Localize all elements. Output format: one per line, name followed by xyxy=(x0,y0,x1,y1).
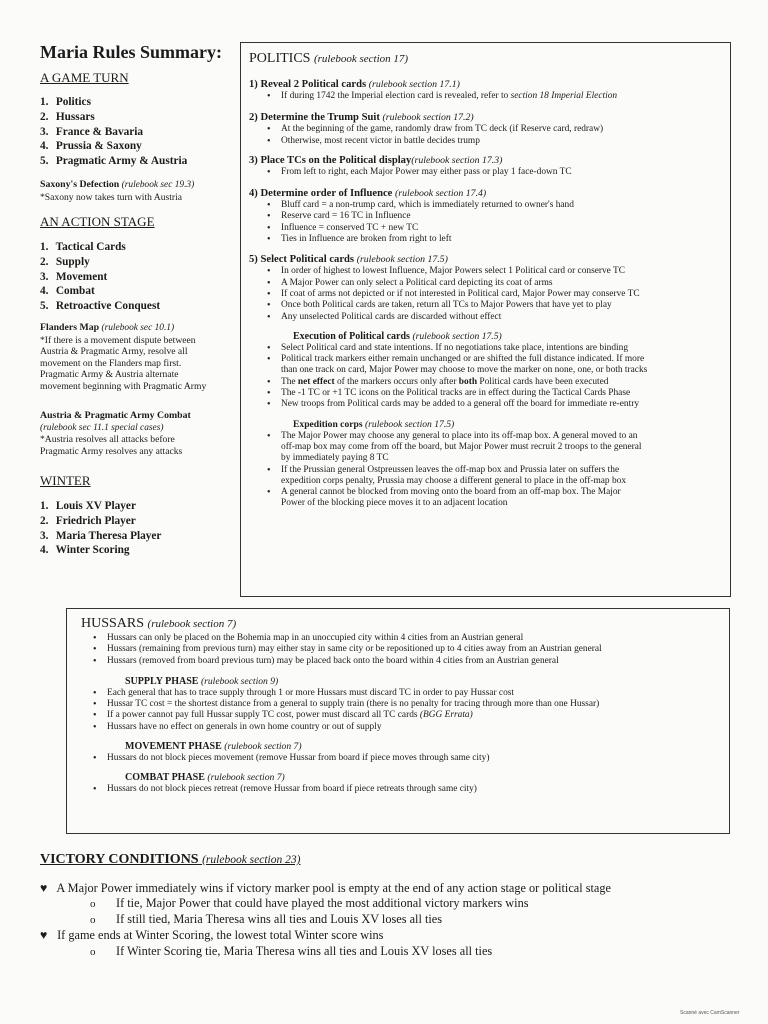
heart-bullet-icon: ♥ xyxy=(40,881,48,895)
heart-bullet-icon: ♥ xyxy=(40,928,48,942)
victory-line-1b: o If still tied, Maria Theresa wins all ties and Louis XV loses all ties xyxy=(90,912,443,926)
victory-line-1a: o If tie, Major Power that could have played the most additional victory markers wins xyxy=(90,896,529,910)
list-item: • Select Political card and state intentions. If no negotiations take place, intentions are binding xyxy=(259,343,724,354)
politics-step-4: 4) Determine order of Influence (rulebook section 17.4) • Bluff card = a non-trump card, which is immediately returned to owner's hand • Reserve card = 16 TC in Influence • Influence = conserved TC + new TC • Ties in Influence are broken from right to left xyxy=(249,187,724,245)
list-item: • Otherwise, most recent victor in battle decides trump xyxy=(259,136,724,147)
list-item: 2. Friedrich Player xyxy=(40,514,136,527)
list-item: 5. Pragmatic Army & Austria xyxy=(40,155,188,168)
list-item: • Hussar TC cost = the shortest distance from a general to supply train (there is no penalty for tracing through more than one Hussar) xyxy=(85,699,725,710)
list-item: • Hussars do not block pieces movement (remove Hussar from board if piece moves through same city) xyxy=(85,753,725,764)
game-turn-list xyxy=(40,95,187,169)
list-item: • Reserve card = 16 TC in Influence xyxy=(259,211,724,222)
politics-heading: POLITICS (rulebook section 17) xyxy=(249,51,409,66)
list-item: • Hussars have no effect on generals in own home country or out of supply xyxy=(85,722,725,733)
list-item: • Hussars can only be placed on the Bohemia map in an unoccupied city within 4 cities from an Austrian general xyxy=(85,633,725,644)
winter-heading: WINTER xyxy=(40,473,91,488)
list-item: 3. France & Bavaria xyxy=(40,125,144,138)
scanner-footer: Scanné avec CamScanner xyxy=(680,1010,740,1016)
execution-section: Execution of Political cards (rulebook section 17.5) • Select Political card and state intentions. If no negotiations take place, intentions are binding • Political track markers either remain unchanged or are shifted the full distance indicated. If more than one track on card, Major Power may choose to move the marker on none, one, or both tracks • The net effect of the markers occurs only after both Political cards have been executed • The -1 TC or +1 TC icons on the Political tracks are in effect during the Tactical Cards Phase • New troops from Political cards may be added to a general off the board for immediate re-entry xyxy=(249,330,724,411)
politics-step-3: 3) Place TCs on the Political display(rulebook section 17.3) • From left to right, each Major Power may either pass or play 1 face-down TC xyxy=(249,154,724,178)
action-stage-heading: AN ACTION STAGE xyxy=(40,214,155,229)
list-item: • In order of highest to lowest Influence, Major Powers select 1 Political card or conserve TC xyxy=(259,266,724,277)
politics-box xyxy=(240,42,731,597)
list-item: 5. Retroactive Conquest xyxy=(40,300,161,313)
movement-phase-section: MOVEMENT PHASE (rulebook section 7) • Hussars do not block pieces movement (remove Hussar from board if piece moves through same city) xyxy=(81,740,725,764)
saxony-note: Saxony's Defection (rulebook sec 19.3) *Saxony now takes turn with Austria xyxy=(40,179,195,203)
list-item: • From left to right, each Major Power may either pass or play 1 face-down TC xyxy=(259,167,724,178)
list-item: 3. Maria Theresa Player xyxy=(40,529,162,542)
victory-line-2: ♥ If game ends at Winter Scoring, the lowest total Winter score wins xyxy=(40,928,384,942)
list-item: 1. Politics xyxy=(40,96,91,108)
expedition-section: Expedition corps (rulebook section 17.5) • The Major Power may choose any general to place into its off-map box. A general moved to an off-map box may come from off the board, but Major Power must recruit 2 troops to the general by immediately paying 8 TC • If the Prussian general Ostpreussen leaves the off-map box and Prussia later on suffers the expedition corps penalty, Prussia may choose a different general to place in the off-map box • A general cannot be blocked from moving onto the board from an off-map box. The Major Power of the blocking piece moves it to an adjacent location xyxy=(249,418,724,510)
list-item: • If coat of arms not depicted or if not interested in Political card, Major Power may conserve TC xyxy=(259,289,724,300)
list-item: 1. Tactical Cards xyxy=(40,241,126,253)
list-item: • Bluff card = a non-trump card, which is immediately returned to owner's hand xyxy=(259,200,724,211)
winter-list xyxy=(40,499,161,558)
hussars-heading: HUSSARS (rulebook section 7) xyxy=(81,616,237,631)
list-item: • The -1 TC or +1 TC icons on the Political tracks are in effect during the Tactical Cards Phase xyxy=(259,388,724,399)
list-item: 4. Combat xyxy=(40,285,95,298)
combat-note: Austria & Pragmatic Army Combat (rulebook sec 11.1 special cases) *Austria resolves all attacks before Pragmatic Army resolves any attacks xyxy=(40,410,191,457)
circle-bullet-icon: o xyxy=(90,898,96,910)
list-item: • Hussars (remaining from previous turn) may either stay in same city or be repositioned up to 4 cities away from an Austrian general xyxy=(85,644,725,655)
supply-phase-section: SUPPLY PHASE (rulebook section 9) • Each general that has to trace supply through 1 or more Hussars must discard TC in order to pay Hussar cost • Hussar TC cost = the shortest distance from a general to supply train (there is no penalty for tracing through more than one Hussar) • If a power cannot pay full Hussar supply TC cost, power must discard all TC cards (BGG Errata) • Hussars have no effect on generals in own home country or out of supply xyxy=(81,675,725,733)
list-item: • A general cannot be blocked from moving onto the board from an off-map box. The Major Power of the blocking piece moves it to an adjacent location xyxy=(259,487,724,510)
list-item: 3. Movement xyxy=(40,270,108,283)
page-title: Maria Rules Summary: xyxy=(40,42,222,62)
politics-step-1: 1) Reveal 2 Political cards (rulebook section 17.1) • If during 1742 the Imperial election card is revealed, refer to section 18 Imperial Election xyxy=(249,78,724,102)
list-item: • At the beginning of the game, randomly draw from TC deck (if Reserve card, redraw) xyxy=(259,124,724,135)
victory-line-2a: o If Winter Scoring tie, Maria Theresa wins all ties and Louis XV loses all ties xyxy=(90,944,493,958)
flanders-note: Flanders Map (rulebook sec 10.1) *If there is a movement dispute between Austria & Pragmatic Army, resolve all movement on the Flanders map first. Pragmatic Army & Austria alternate movement beginning with Pragmatic Army xyxy=(40,322,207,392)
list-item: 2. Hussars xyxy=(40,110,95,123)
list-item: 4. Prussia & Saxony xyxy=(40,140,142,153)
game-turn-heading: A GAME TURN xyxy=(40,70,129,85)
combat-phase-section: COMBAT PHASE (rulebook section 7) • Hussars do not block pieces retreat (remove Hussar from board if piece retreats through same city) xyxy=(81,771,725,795)
list-item: 2. Supply xyxy=(40,255,90,268)
list-item: • The net effect of the markers occurs only after both Political cards have been executed xyxy=(259,377,724,388)
list-item: • Once both Political cards are taken, return all TCs to Major Powers that have yet to play xyxy=(259,300,724,311)
list-item: • Influence = conserved TC + new TC xyxy=(259,223,724,234)
action-stage-list xyxy=(40,240,160,314)
list-item: • If during 1742 the Imperial election card is revealed, refer to section 18 Imperial Election xyxy=(259,91,724,102)
list-item: • Hussars (removed from board previous turn) may be placed back onto the board within 4 cities from an Austrian general xyxy=(85,656,725,667)
list-item: • New troops from Political cards may be added to a general off the board for immediate re-entry xyxy=(259,399,724,410)
list-item: • Political track markers either remain unchanged or are shifted the full distance indicated. If more than one track on card, Major Power may choose to move the marker on none, one, or both tracks xyxy=(259,354,724,377)
list-item: • Ties in Influence are broken from right to left xyxy=(259,234,724,245)
circle-bullet-icon: o xyxy=(90,946,96,958)
list-item: 1. Louis XV Player xyxy=(40,500,136,512)
victory-line-1: ♥ A Major Power immediately wins if victory marker pool is empty at the end of any action stage or political stage xyxy=(40,881,611,895)
list-item: • If the Prussian general Ostpreussen leaves the off-map box and Prussia later on suffers the expedition corps penalty, Prussia may choose a different general to place in the off-map box xyxy=(259,465,724,488)
victory-heading: VICTORY CONDITIONS (rulebook section 23) xyxy=(40,852,301,867)
list-item: • Hussars do not block pieces retreat (remove Hussar from board if piece retreats through same city) xyxy=(85,784,725,795)
list-item: • A Major Power can only select a Political card depicting its coat of arms xyxy=(259,278,724,289)
hussars-box xyxy=(66,608,730,834)
politics-step-2: 2) Determine the Trump Suit (rulebook section 17.2) • At the beginning of the game, randomly draw from TC deck (if Reserve card, redraw) • Otherwise, most recent victor in battle decides trump xyxy=(249,111,724,147)
list-item: • If a power cannot pay full Hussar supply TC cost, power must discard all TC cards (BGG Errata) xyxy=(85,710,725,721)
list-item: • Each general that has to trace supply through 1 or more Hussars must discard TC in order to pay Hussar cost xyxy=(85,688,725,699)
list-item: • The Major Power may choose any general to place into its off-map box. A general moved to an off-map box may come from off the board, but Major Power must recruit 2 troops to the general by immediately paying 8 TC xyxy=(259,431,724,465)
circle-bullet-icon: o xyxy=(90,914,96,926)
politics-step-5: 5) Select Political cards (rulebook section 17.5) • In order of highest to lowest Influence, Major Powers select 1 Political card or conserve TC • A Major Power can only select a Political card depicting its coat of arms • If coat of arms not depicted or if not interested in Political card, Major Power may conserve TC • Once both Political cards are taken, return all TCs to Major Powers that have yet to play • Any unselected Political cards are discarded without effect xyxy=(249,253,724,322)
list-item: • Any unselected Political cards are discarded without effect xyxy=(259,312,724,323)
list-item: 4. Winter Scoring xyxy=(40,544,130,557)
